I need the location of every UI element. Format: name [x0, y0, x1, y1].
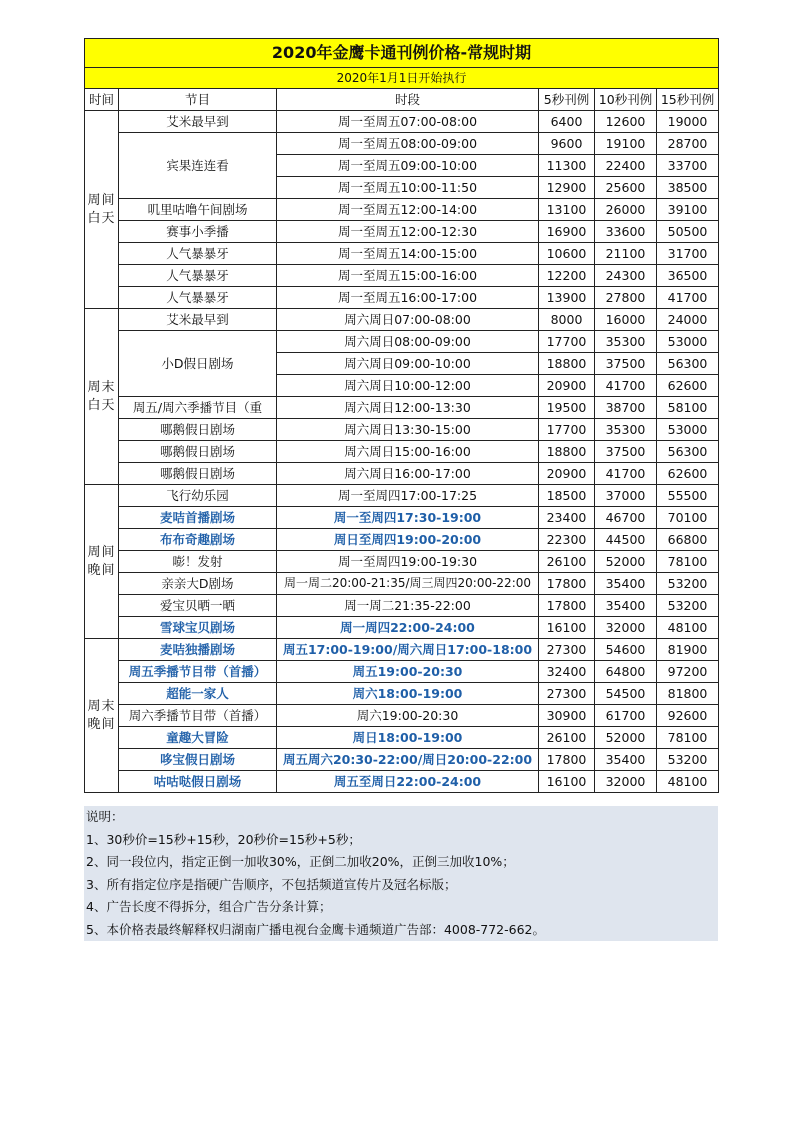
- program-cell: 人气暴暴牙: [119, 287, 277, 309]
- price-cell-p10: 35400: [595, 749, 657, 771]
- price-cell-p15: 62600: [657, 463, 719, 485]
- header-program: 节目: [119, 89, 277, 111]
- program-cell: 周五/周六季播节目（重: [119, 397, 277, 419]
- price-cell-p15: 50500: [657, 221, 719, 243]
- period-label: 周间: [87, 192, 116, 208]
- price-cell-p5: 16100: [539, 617, 595, 639]
- header-15s: 15秒刊例: [657, 89, 719, 111]
- price-cell-p5: 13900: [539, 287, 595, 309]
- program-cell: 周六季播节目带（首播）: [119, 705, 277, 727]
- price-cell-p15: 53200: [657, 573, 719, 595]
- note-item: 4、广告长度不得拆分，组合广告分条计算；: [86, 899, 332, 914]
- price-cell-p10: 26000: [595, 199, 657, 221]
- period-label: 白天: [87, 397, 116, 413]
- time-slot-cell: 周五19:00-20:30: [277, 661, 539, 683]
- table-row: [85, 287, 719, 309]
- table-row: [85, 529, 719, 551]
- program-cell: 布布奇趣剧场: [119, 529, 277, 551]
- table-row: [85, 551, 719, 573]
- price-cell-p10: 21100: [595, 243, 657, 265]
- program-cell: 宾果连连看: [119, 133, 277, 199]
- price-cell-p10: 16000: [595, 309, 657, 331]
- price-cell-p10: 44500: [595, 529, 657, 551]
- price-cell-p15: 33700: [657, 155, 719, 177]
- price-cell-p10: 19100: [595, 133, 657, 155]
- price-cell-p5: 16100: [539, 771, 595, 793]
- program-cell: 人气暴暴牙: [119, 243, 277, 265]
- price-cell-p15: 28700: [657, 133, 719, 155]
- price-cell-p5: 26100: [539, 551, 595, 573]
- price-cell-p15: 81800: [657, 683, 719, 705]
- price-cell-p15: 53200: [657, 595, 719, 617]
- program-cell: 飞行幼乐园: [119, 485, 277, 507]
- price-cell-p15: 78100: [657, 727, 719, 749]
- period-label: 白天: [87, 210, 116, 226]
- price-cell-p10: 33600: [595, 221, 657, 243]
- time-slot-cell: 周六19:00-20:30: [277, 705, 539, 727]
- table-row: [85, 221, 719, 243]
- price-cell-p5: 12900: [539, 177, 595, 199]
- price-cell-p10: 12600: [595, 111, 657, 133]
- table-row: [85, 749, 719, 771]
- period-label: 周末: [87, 379, 116, 395]
- time-slot-cell: 周一周二20:00-21:35/周三周四20:00-22:00: [277, 573, 539, 595]
- table-row: [85, 243, 719, 265]
- price-cell-p10: 61700: [595, 705, 657, 727]
- header-time: 时间: [85, 89, 119, 111]
- program-cell: 哪鹅假日剧场: [119, 441, 277, 463]
- subtitle-row: [85, 68, 719, 89]
- time-slot-cell: 周一周二21:35-22:00: [277, 595, 539, 617]
- time-slot-cell: 周一至周五09:00-10:00: [277, 155, 539, 177]
- price-cell-p15: 81900: [657, 639, 719, 661]
- price-cell-p5: 18800: [539, 441, 595, 463]
- program-cell: 哪鹅假日剧场: [119, 463, 277, 485]
- table-row: [85, 705, 719, 727]
- price-cell-p5: 20900: [539, 463, 595, 485]
- time-slot-cell: 周一至周五15:00-16:00: [277, 265, 539, 287]
- price-cell-p10: 27800: [595, 287, 657, 309]
- price-cell-p5: 18800: [539, 353, 595, 375]
- period-cell: [85, 639, 119, 793]
- price-cell-p5: 17700: [539, 419, 595, 441]
- header-row: [85, 89, 719, 111]
- price-cell-p5: 32400: [539, 661, 595, 683]
- time-slot-cell: 周五至周日22:00-24:00: [277, 771, 539, 793]
- price-cell-p5: 26100: [539, 727, 595, 749]
- price-cell-p5: 8000: [539, 309, 595, 331]
- price-cell-p10: 35300: [595, 419, 657, 441]
- period-cell: [85, 111, 119, 309]
- price-cell-p15: 53000: [657, 419, 719, 441]
- program-cell: 艾米最早到: [119, 111, 277, 133]
- program-cell: 咕咕哒假日剧场: [119, 771, 277, 793]
- table-row: [85, 507, 719, 529]
- table-row: [85, 639, 719, 661]
- time-slot-cell: 周六周日12:00-13:30: [277, 397, 539, 419]
- rate-card-sheet: [84, 38, 718, 793]
- program-cell: 叽里咕噜午间剧场: [119, 199, 277, 221]
- period-label: 晚间: [87, 716, 116, 732]
- price-cell-p15: 56300: [657, 441, 719, 463]
- program-cell: 超能一家人: [119, 683, 277, 705]
- period-cell: [85, 485, 119, 639]
- price-cell-p5: 13100: [539, 199, 595, 221]
- table-row: [85, 661, 719, 683]
- period-label: 周末: [87, 698, 116, 714]
- price-cell-p5: 11300: [539, 155, 595, 177]
- price-cell-p15: 70100: [657, 507, 719, 529]
- time-slot-cell: 周一至周四17:00-17:25: [277, 485, 539, 507]
- price-cell-p10: 25600: [595, 177, 657, 199]
- price-cell-p5: 17800: [539, 573, 595, 595]
- time-slot-cell: 周一至周五12:00-14:00: [277, 199, 539, 221]
- table-row: [85, 617, 719, 639]
- time-slot-cell: 周一周四22:00-24:00: [277, 617, 539, 639]
- title-row: [85, 39, 719, 68]
- time-slot-cell: 周六周日09:00-10:00: [277, 353, 539, 375]
- price-cell-p15: 48100: [657, 771, 719, 793]
- price-cell-p15: 97200: [657, 661, 719, 683]
- price-cell-p5: 30900: [539, 705, 595, 727]
- price-cell-p5: 17800: [539, 749, 595, 771]
- price-cell-p10: 24300: [595, 265, 657, 287]
- price-cell-p10: 37500: [595, 353, 657, 375]
- program-cell: 童趣大冒险: [119, 727, 277, 749]
- price-cell-p15: 56300: [657, 353, 719, 375]
- time-slot-cell: 周六周日08:00-09:00: [277, 331, 539, 353]
- time-slot-cell: 周一至周四17:30-19:00: [277, 507, 539, 529]
- price-cell-p10: 35400: [595, 595, 657, 617]
- table-row: [85, 133, 719, 155]
- price-cell-p15: 78100: [657, 551, 719, 573]
- price-cell-p10: 37000: [595, 485, 657, 507]
- price-cell-p15: 36500: [657, 265, 719, 287]
- program-cell: 嘭！发射: [119, 551, 277, 573]
- header-slot: 时段: [277, 89, 539, 111]
- table-row: [85, 309, 719, 331]
- time-slot-cell: 周六周日10:00-12:00: [277, 375, 539, 397]
- price-cell-p10: 37500: [595, 441, 657, 463]
- time-slot-cell: 周日至周四19:00-20:00: [277, 529, 539, 551]
- table-row: [85, 265, 719, 287]
- price-cell-p10: 41700: [595, 375, 657, 397]
- price-cell-p5: 18500: [539, 485, 595, 507]
- price-cell-p10: 32000: [595, 771, 657, 793]
- header-5s: 5秒刊例: [539, 89, 595, 111]
- price-cell-p15: 41700: [657, 287, 719, 309]
- time-slot-cell: 周日18:00-19:00: [277, 727, 539, 749]
- time-slot-cell: 周五周六20:30-22:00/周日20:00-22:00: [277, 749, 539, 771]
- program-cell: 小D假日剧场: [119, 331, 277, 397]
- table-row: [85, 397, 719, 419]
- time-slot-cell: 周一至周五07:00-08:00: [277, 111, 539, 133]
- price-cell-p10: 22400: [595, 155, 657, 177]
- price-cell-p15: 24000: [657, 309, 719, 331]
- price-cell-p10: 52000: [595, 551, 657, 573]
- price-cell-p5: 27300: [539, 683, 595, 705]
- note-item: 2、同一段位内，指定正倒一加收30%，正倒二加收20%，正倒三加收10%；: [86, 854, 515, 869]
- note-item: 1、30秒价=15秒+15秒，20秒价=15秒+5秒；: [86, 831, 361, 847]
- note-item: 3、所有指定位序是指硬广告顺序，不包括频道宣传片及冠名标版；: [86, 876, 457, 892]
- price-cell-p5: 23400: [539, 507, 595, 529]
- table-row: [85, 683, 719, 705]
- price-cell-p10: 35300: [595, 331, 657, 353]
- time-slot-cell: 周六周日13:30-15:00: [277, 419, 539, 441]
- program-cell: 爱宝贝晒一晒: [119, 595, 277, 617]
- time-slot-cell: 周一至周五08:00-09:00: [277, 133, 539, 155]
- program-cell: 麦咭独播剧场: [119, 639, 277, 661]
- table-row: [85, 573, 719, 595]
- price-cell-p15: 66800: [657, 529, 719, 551]
- table-row: [85, 331, 719, 353]
- program-cell: 哆宝假日剧场: [119, 749, 277, 771]
- program-cell: 亲亲大D剧场: [119, 573, 277, 595]
- table-row: [85, 727, 719, 749]
- price-cell-p10: 54500: [595, 683, 657, 705]
- period-cell: [85, 309, 119, 485]
- price-cell-p5: 12200: [539, 265, 595, 287]
- table-row: [85, 441, 719, 463]
- price-cell-p15: 53000: [657, 331, 719, 353]
- program-cell: 周五季播节目带（首播）: [119, 661, 277, 683]
- price-cell-p10: 52000: [595, 727, 657, 749]
- time-slot-cell: 周六周日16:00-17:00: [277, 463, 539, 485]
- price-cell-p5: 10600: [539, 243, 595, 265]
- price-cell-p10: 38700: [595, 397, 657, 419]
- price-cell-p15: 31700: [657, 243, 719, 265]
- price-cell-p10: 41700: [595, 463, 657, 485]
- notes-panel: [84, 806, 718, 941]
- price-cell-p15: 19000: [657, 111, 719, 133]
- price-cell-p15: 55500: [657, 485, 719, 507]
- program-cell: 艾米最早到: [119, 309, 277, 331]
- price-cell-p10: 32000: [595, 617, 657, 639]
- table-row: [85, 595, 719, 617]
- price-cell-p15: 53200: [657, 749, 719, 771]
- price-cell-p5: 17800: [539, 595, 595, 617]
- period-label: 周间: [87, 544, 116, 560]
- rate-card-table: [84, 38, 719, 793]
- price-cell-p5: 6400: [539, 111, 595, 133]
- price-cell-p15: 39100: [657, 199, 719, 221]
- header-10s: 10秒刊例: [595, 89, 657, 111]
- price-cell-p5: 19500: [539, 397, 595, 419]
- table-row: [85, 111, 719, 133]
- price-cell-p5: 16900: [539, 221, 595, 243]
- notes-heading: 说明：: [86, 809, 124, 824]
- time-slot-cell: 周一至周五10:00-11:50: [277, 177, 539, 199]
- price-cell-p10: 64800: [595, 661, 657, 683]
- table-row: [85, 771, 719, 793]
- effective-date: 2020年1月1日开始执行: [85, 68, 719, 89]
- time-slot-cell: 周一至周四19:00-19:30: [277, 551, 539, 573]
- price-cell-p5: 17700: [539, 331, 595, 353]
- program-cell: 赛事小季播: [119, 221, 277, 243]
- time-slot-cell: 周一至周五16:00-17:00: [277, 287, 539, 309]
- program-cell: 人气暴暴牙: [119, 265, 277, 287]
- table-row: [85, 485, 719, 507]
- time-slot-cell: 周五17:00-19:00/周六周日17:00-18:00: [277, 639, 539, 661]
- program-cell: 雪球宝贝剧场: [119, 617, 277, 639]
- price-cell-p5: 22300: [539, 529, 595, 551]
- note-item: 5、本价格表最终解释权归湖南广播电视台金鹰卡通频道广告部：4008-772-662。: [86, 921, 546, 937]
- price-cell-p5: 20900: [539, 375, 595, 397]
- period-label: 晚间: [87, 562, 116, 578]
- price-cell-p15: 92600: [657, 705, 719, 727]
- table-row: [85, 463, 719, 485]
- table-row: [85, 199, 719, 221]
- price-cell-p10: 35400: [595, 573, 657, 595]
- program-cell: 哪鹅假日剧场: [119, 419, 277, 441]
- time-slot-cell: 周一至周五12:00-12:30: [277, 221, 539, 243]
- price-cell-p5: 27300: [539, 639, 595, 661]
- price-cell-p15: 62600: [657, 375, 719, 397]
- page-title: 2020年金鹰卡通刊例价格-常规时期: [85, 39, 719, 68]
- time-slot-cell: 周一至周五14:00-15:00: [277, 243, 539, 265]
- price-cell-p15: 48100: [657, 617, 719, 639]
- price-cell-p10: 54600: [595, 639, 657, 661]
- time-slot-cell: 周六周日07:00-08:00: [277, 309, 539, 331]
- price-cell-p15: 38500: [657, 177, 719, 199]
- table-row: [85, 419, 719, 441]
- price-cell-p5: 9600: [539, 133, 595, 155]
- time-slot-cell: 周六周日15:00-16:00: [277, 441, 539, 463]
- price-cell-p10: 46700: [595, 507, 657, 529]
- time-slot-cell: 周六18:00-19:00: [277, 683, 539, 705]
- program-cell: 麦咭首播剧场: [119, 507, 277, 529]
- price-cell-p15: 58100: [657, 397, 719, 419]
